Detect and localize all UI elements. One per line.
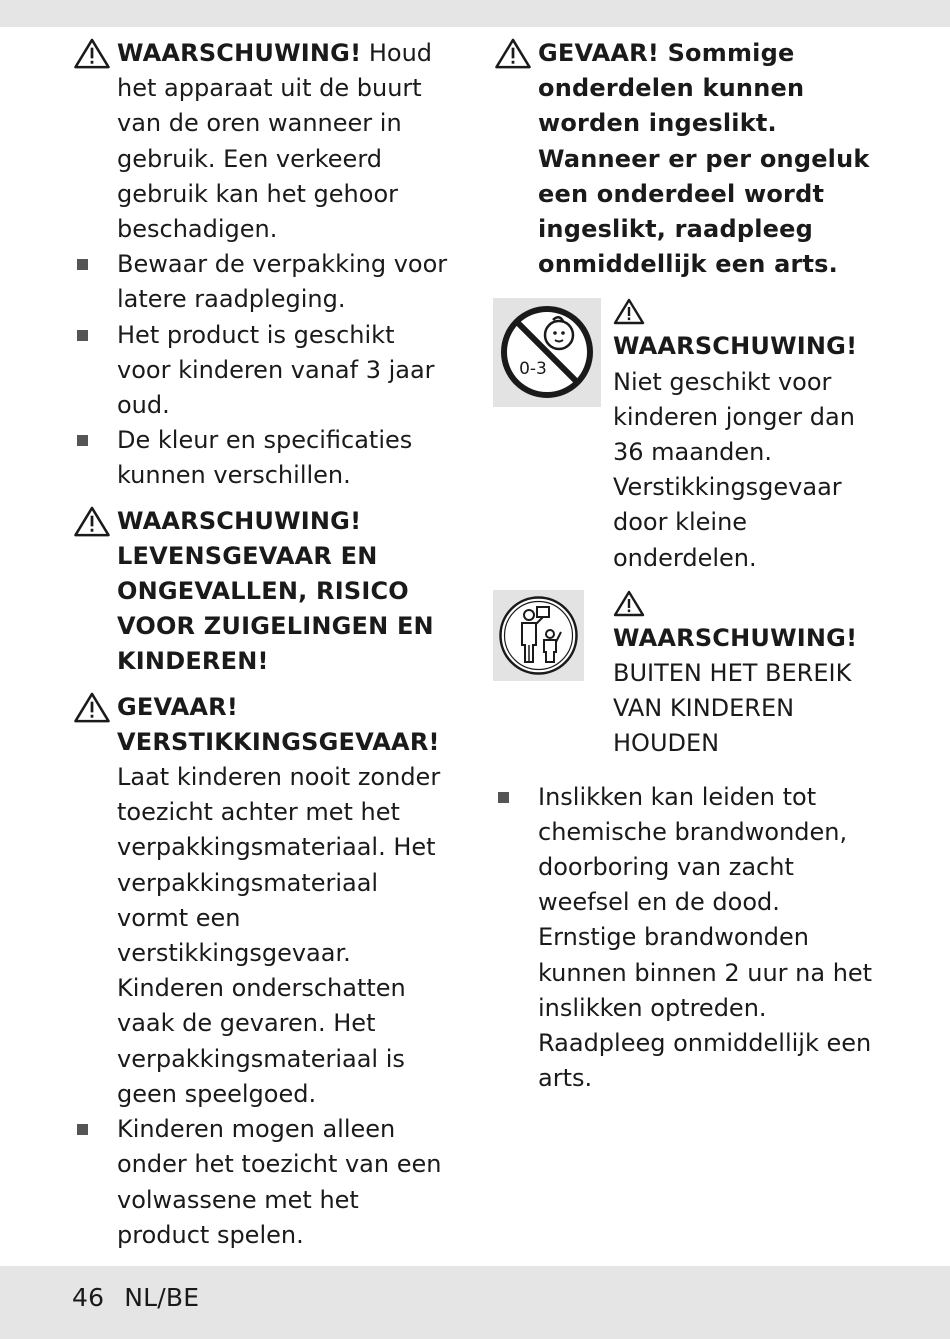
square-bullet-icon bbox=[77, 435, 88, 446]
warning-triangle-icon bbox=[72, 37, 112, 70]
right-column bbox=[493, 36, 883, 1096]
warning-hearing bbox=[72, 36, 452, 247]
warning-text: BUITEN HET BEREIK VAN KINDEREN HOUDEN bbox=[613, 659, 852, 758]
no-under-3-icon bbox=[493, 298, 601, 407]
warning-title: WAARSCHUWING! bbox=[117, 39, 362, 67]
reach-pictogram bbox=[493, 590, 584, 681]
warning-title: WAARSCHUWING! LEVENSGEVAAR EN ONGEVALLEN, RISICO VOOR ZUIGELINGEN EN KINDEREN! bbox=[117, 506, 434, 676]
page-number: 46 bbox=[72, 1283, 105, 1312]
warning-text: Houd het apparaat uit de buurt van de oren wanneer in gebruik. Een verkeerd gebruik kan het gehoor beschadigen. bbox=[117, 39, 433, 244]
warning-suffocation bbox=[72, 690, 452, 1112]
age-label: 0-3 bbox=[519, 359, 547, 380]
list-item-text: De kleur en specificaties kunnen verschillen. bbox=[117, 426, 413, 490]
list-item bbox=[493, 780, 883, 1097]
age-restriction-pictogram bbox=[493, 298, 601, 407]
page-footer bbox=[72, 1282, 219, 1314]
square-bullet-icon bbox=[77, 330, 88, 341]
warning-text: Laat kinderen nooit zonder toezicht achter met het verpakkingsmateriaal. Het verpakkingsmateriaal vormt een verstikkingsgevaar. Kinderen onderschatten vaak de gevaren. Het verpakkingsmateriaal is geen speelgoed. bbox=[117, 763, 441, 1108]
square-bullet-icon bbox=[77, 259, 88, 270]
warning-triangle-icon bbox=[493, 37, 533, 70]
list-item-text: Kinderen mogen alleen onder het toezicht van een volwassene met het product spelen. bbox=[117, 1115, 442, 1249]
language-code: NL/BE bbox=[124, 1283, 200, 1312]
reach-warning-block bbox=[493, 590, 883, 762]
left-column bbox=[72, 36, 452, 1253]
top-band bbox=[0, 0, 950, 27]
list-item bbox=[72, 247, 452, 317]
warning-text: Niet geschikt voor kinderen jonger dan 36 maanden. Verstikkingsgevaar door kleine onderdelen. bbox=[613, 367, 855, 572]
list-item bbox=[72, 423, 452, 493]
warning-triangle-icon bbox=[613, 298, 645, 325]
list-item-text: Bewaar de verpakking voor latere raadpleging. bbox=[117, 250, 448, 314]
reach-warning-text-block bbox=[613, 590, 883, 762]
list-item-text: Het product is geschikt voor kinderen vanaf 3 jaar oud. bbox=[117, 320, 435, 420]
warning-title: WAARSCHUWING! bbox=[613, 623, 858, 652]
list-item bbox=[72, 1112, 452, 1253]
square-bullet-icon bbox=[77, 1124, 88, 1135]
danger-swallow bbox=[493, 36, 883, 282]
warning-title: WAARSCHUWING! bbox=[613, 332, 858, 361]
age-warning-text-block bbox=[613, 298, 883, 575]
age-warning-block bbox=[493, 298, 883, 575]
warning-triangle-icon bbox=[613, 590, 645, 617]
danger-text: GEVAAR! Sommige onderdelen kunnen worden ingeslikt. Wanneer er per ongeluk een onderdeel wordt ingeslikt, raadpleeg onmiddellijk een arts. bbox=[538, 39, 870, 279]
square-bullet-icon bbox=[498, 792, 509, 803]
warning-triangle-icon bbox=[72, 505, 112, 538]
list-item bbox=[72, 318, 452, 424]
adult-child-icon bbox=[493, 590, 584, 681]
warning-title: GEVAAR! VERSTIKKINGSGEVAAR! bbox=[117, 692, 440, 756]
warning-children-risk bbox=[72, 504, 452, 680]
list-item-text: Inslikken kan leiden tot chemische brandwonden, doorboring van zacht weefsel en de dood. Ernstige brandwonden kunnen binnen 2 uur na het inslikken optreden. Raadpleeg onmiddellijk een arts. bbox=[538, 782, 873, 1093]
warning-triangle-icon bbox=[72, 691, 112, 724]
